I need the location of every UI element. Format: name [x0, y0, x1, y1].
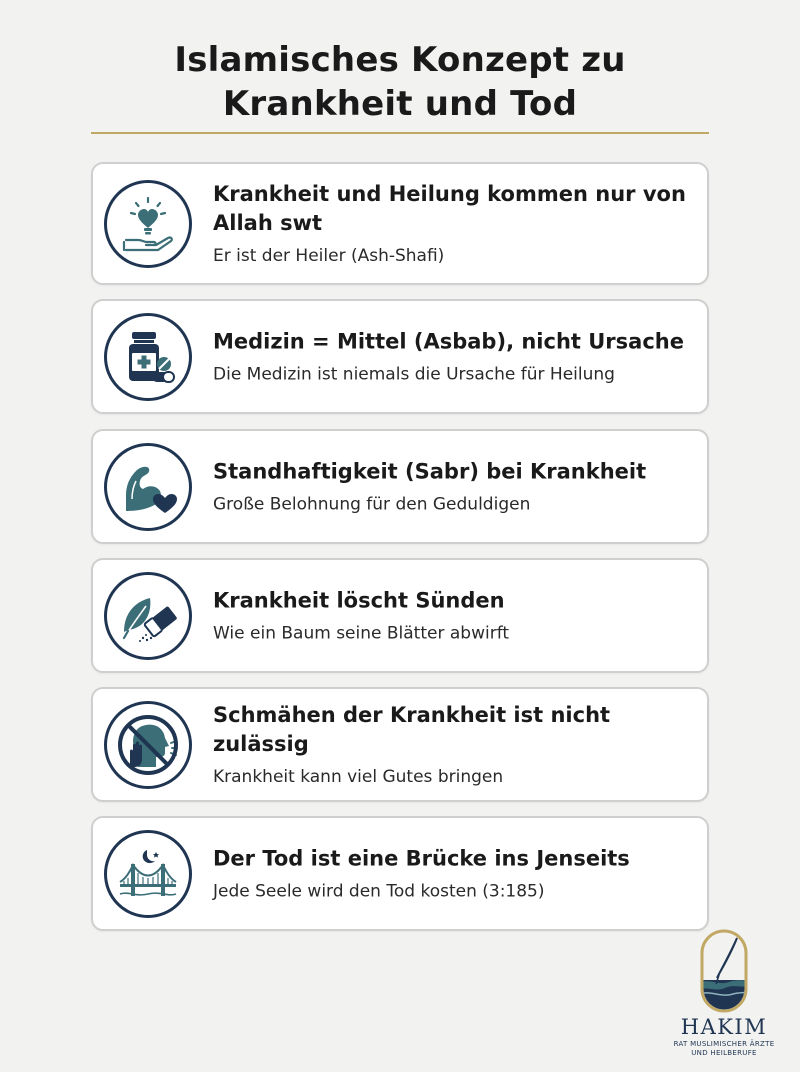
leaf-eraser-icon	[104, 572, 192, 660]
card-title: Krankheit und Heilung kommen nur von Allah swt	[213, 181, 686, 235]
hand-lightbulb-heart-icon	[104, 180, 192, 268]
logo-tagline	[668, 1040, 780, 1058]
card-medicine-means	[91, 299, 709, 414]
card-subtitle: Große Belohnung für den Geduldigen	[213, 494, 531, 514]
logo-tagline-line-2: UND HEILBERUFE	[691, 1049, 757, 1057]
card-title: Schmähen der Krankheit ist nicht zulässig	[213, 702, 611, 756]
logo-tagline-line-1: RAT MUSLIMISCHER ÄRZTE	[673, 1040, 775, 1048]
no-cursing-icon	[104, 701, 192, 789]
card-title: Krankheit löscht Sünden	[213, 588, 505, 612]
bridge-moon-icon	[104, 830, 192, 918]
card-subtitle: Er ist der Heiler (Ash-Shafi)	[213, 245, 445, 266]
card-text	[213, 701, 697, 789]
page-title	[0, 38, 800, 126]
title-divider	[91, 132, 709, 134]
card-text	[213, 457, 697, 516]
title-line-1: Islamisches Konzept zu	[174, 40, 626, 80]
card-no-cursing-illness	[91, 687, 709, 802]
card-title: Medizin = Mittel (Asbab), nicht Ursache	[213, 329, 684, 353]
card-illness-erases-sins	[91, 558, 709, 673]
card-death-bridge	[91, 816, 709, 931]
card-title: Standhaftigkeit (Sabr) bei Krankheit	[213, 459, 647, 483]
card-subtitle: Wie ein Baum seine Blätter abwirft	[213, 623, 510, 643]
flexed-arm-heart-icon	[104, 443, 192, 531]
card-text	[213, 180, 697, 268]
card-subtitle: Die Medizin ist niemals die Ursache für Heilung	[213, 364, 615, 384]
card-text	[213, 327, 697, 386]
quill-emblem-icon	[699, 928, 749, 1014]
medicine-bottle-pill-icon	[104, 313, 192, 401]
card-subtitle: Krankheit kann viel Gutes bringen	[213, 766, 504, 787]
card-title: Der Tod ist eine Brücke ins Jenseits	[213, 846, 630, 870]
title-line-2: Krankheit und Tod	[222, 84, 578, 124]
logo-name: HAKIM	[680, 1015, 768, 1039]
hakim-logo	[668, 928, 780, 1064]
card-healing-from-allah	[91, 162, 709, 285]
card-patience-sabr	[91, 429, 709, 544]
card-subtitle: Jede Seele wird den Tod kosten (3:185)	[213, 881, 545, 901]
card-text	[213, 844, 697, 903]
card-text	[213, 586, 697, 645]
